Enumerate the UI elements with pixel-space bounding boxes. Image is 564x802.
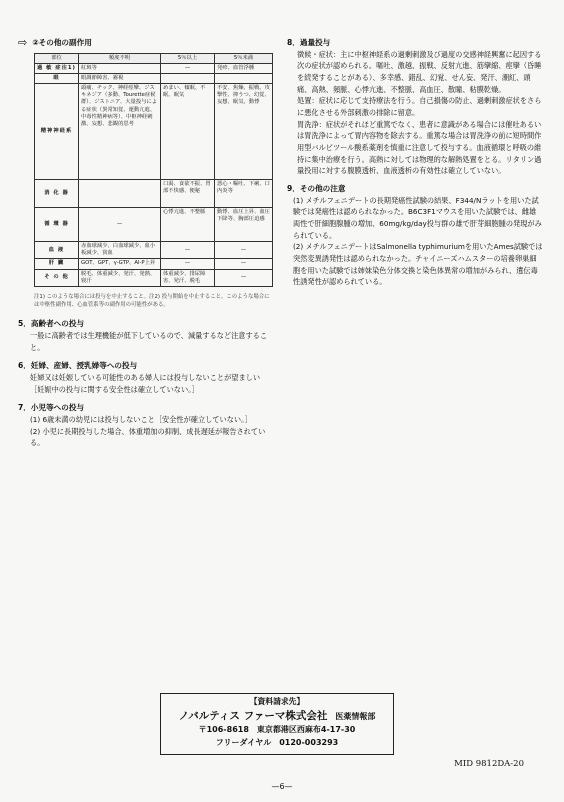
table-row	[35, 269, 273, 286]
table-cell: 動悸、血圧上昇、血圧下降等、胸部圧迫感	[215, 208, 273, 242]
right-column	[287, 37, 543, 288]
table-cell: 悪心・嘔吐、下痢、口内炎等	[215, 180, 273, 208]
table-cell: 体重減少、排尿障害、発汗、脱毛	[161, 269, 215, 286]
table-category-cell: そ の 他	[35, 269, 79, 286]
section-5-title: 5．高齢者への投与	[18, 319, 85, 329]
table-cell: —	[161, 63, 215, 73]
table-category-cell: 肝 臓	[35, 259, 79, 269]
table-row	[35, 208, 273, 242]
table-row	[35, 180, 273, 208]
table-category-cell: 消 化 器	[35, 180, 79, 208]
right-arrow-icon: ⇨	[18, 36, 28, 50]
section-8-treatment: 処置：症状に応じて支持療法を行う。自己損傷の防止、過剰刺激症状をさらに悪化させる外部刺激の排除に留意。	[297, 96, 542, 118]
table-row	[35, 259, 273, 269]
table-cell: 紅斑等	[79, 63, 161, 73]
table-cell	[161, 74, 215, 84]
table-cell: —	[215, 242, 273, 259]
section-heading-other-side-effects	[18, 37, 270, 49]
table-cell: —	[161, 242, 215, 259]
table-cell: 赤血球減少、白血球減少、血小板減少、貧血	[79, 242, 161, 259]
table-category-cell: 循 環 器	[35, 208, 79, 242]
table-cell: —	[161, 259, 215, 269]
table-header-cell: 5％未満	[215, 53, 273, 63]
table-category-cell: 血 液	[35, 242, 79, 259]
table-row	[35, 74, 273, 84]
table-row	[35, 63, 273, 73]
table-category-cell: 過 敏 症注1)	[35, 63, 79, 73]
section-7-item-2: (2) 小児に長期投与した場合、体重増加の抑制、成長遅延が報告されている。	[30, 426, 266, 448]
table-cell: めまい、傾眠、不眠、眠気	[161, 84, 215, 180]
table-cell: 脱毛、体重減少、発汗、発熱、寝汗	[79, 269, 161, 286]
table-cell: 口渇、食欲不振、胃部不快感、便秘	[161, 180, 215, 208]
section-8-gastric-lavage: 胃洗浄：症状がそれほど重篤でなく、患者に意識がある場合には催吐あるいは胃洗浄によって胃内容物を除去する。重篤な場合は胃洗浄の前に短時間作用型バルビツール酸系薬剤を慎重に注意して投与する。血液循環と呼吸の維持に集中治療を行う。高熱に対しては物理的な解熱処置をとる。リタリン過量投用に対する腹膜透析、血液透析の有効性は確立していない。	[297, 119, 542, 176]
section-6-title: 6．妊婦、産婦、授乳婦等への投与	[18, 361, 138, 371]
company-name: ノバルティス ファーマ株式会社	[178, 710, 328, 723]
contact-box	[160, 693, 394, 755]
left-column	[18, 37, 270, 449]
section-7-item-1: (1) 6歳未満の幼児には投与しないこと［安全性が確立していない。］	[30, 415, 252, 425]
page-number: —6—	[271, 782, 293, 791]
section-title: ②その他の副作用	[32, 38, 92, 47]
table-cell: 心悸亢進、不整脈	[161, 208, 215, 242]
table-header-cell: 5％以上	[161, 53, 215, 63]
contact-title: 【資料請求先】	[249, 697, 305, 706]
table-cell: 不安、焦燥、振戦、攻撃性、抑うつ、幻覚、妄想、眠気、動悸	[215, 84, 273, 180]
table-category-cell: 眼	[35, 74, 79, 84]
table-header-row	[35, 53, 273, 63]
section-8-title: 8．過量投与	[287, 38, 331, 47]
table-row	[35, 242, 273, 259]
document-code: MID 9812DA-20	[454, 759, 524, 769]
section-9-item-1: (1) メチルフェニデートの長期発癌性試験の結果、F344/Nラットを用いた試験では発癌性は認められなかった。B6C3F1マウスを用いた試験では、雌雄両性で肝細胞腺腫の増加、60mg/kg/day投与群の雄で肝芽細胞腫の発現がみられている。	[293, 195, 542, 240]
table-cell: —	[215, 259, 273, 269]
section-8-symptoms: 徴候・症状：主に中枢神経系の過剰刺激及び過度の交感神経興奮に起因する次の症状が認められる。嘔吐、激越、振戦、反射亢進、筋攣縮、痙攣（昏睡を続発することがある）、多幸感、錯乱、幻覚、せん妄、発汗、潮紅、頭痛、高熱、頻脈、心悸亢進、不整脈、高血圧、散瞳、粘膜乾燥。	[297, 49, 542, 94]
table-cell	[79, 180, 161, 208]
table-cell	[215, 74, 273, 84]
table-cell: 発疹、血管浮腫	[215, 63, 273, 73]
section-9-item-2: (2) メチルフェニデートはSalmonella typhimuriumを用いたAmes試験では突然変異誘発性は認められなかった。チャイニーズハムスターの培養卵巣細胞を用いた試験では姉妹染色分体交換と染色体異常の増加がみられ、遺伝毒性誘発性が認められている。	[293, 242, 543, 287]
section-9-title: 9．その他の注意	[287, 183, 346, 193]
table-cell: —	[215, 269, 273, 286]
table-cell: 頭痛、チック、神経痙攣、ジスキネジア（多動、Tourette症候群）、ジストニア、大量投与による症状（異常知覚、運動亢進、中毒性精神病等）、中枢神経刺激、妄想、悲観的思考	[79, 84, 161, 180]
table-cell: —	[79, 208, 161, 242]
section-5-body: 一般に高齢者では生理機能が低下しているので、減量するなど注意すること。	[30, 330, 268, 352]
table-category-cell: 精神神経系	[35, 84, 79, 180]
table-header-cell: 頻度不明	[79, 53, 161, 63]
contact-company-line	[161, 708, 393, 724]
table-row	[35, 84, 273, 180]
contact-address: 〒106-8618 東京都港区西麻布4-17-30	[198, 725, 356, 735]
section-7-title: 7．小児等への投与	[18, 403, 85, 413]
table-footnote: 注1) このような場合には投与を中止すること。注2) 投与開始を中止すること。このような場合には中枢性副作用、心血管系等の副作用の可能性がある。	[34, 293, 270, 308]
section-6-body: 妊婦又は妊娠している可能性のある婦人には投与しないことが望ましい［妊娠中の投与に関する安全性は確立していない。］	[30, 372, 261, 394]
contact-phone: フリーダイヤル 0120-003293	[215, 737, 339, 747]
table-header-cell: 部位	[35, 53, 79, 63]
table-cell: 眼調節障害、霧視	[79, 74, 161, 84]
department-name: 医薬情報部	[335, 712, 376, 722]
side-effects-table	[34, 53, 273, 287]
table-cell: GOT、GPT、γ-GTP、Al-P上昇	[79, 259, 161, 269]
